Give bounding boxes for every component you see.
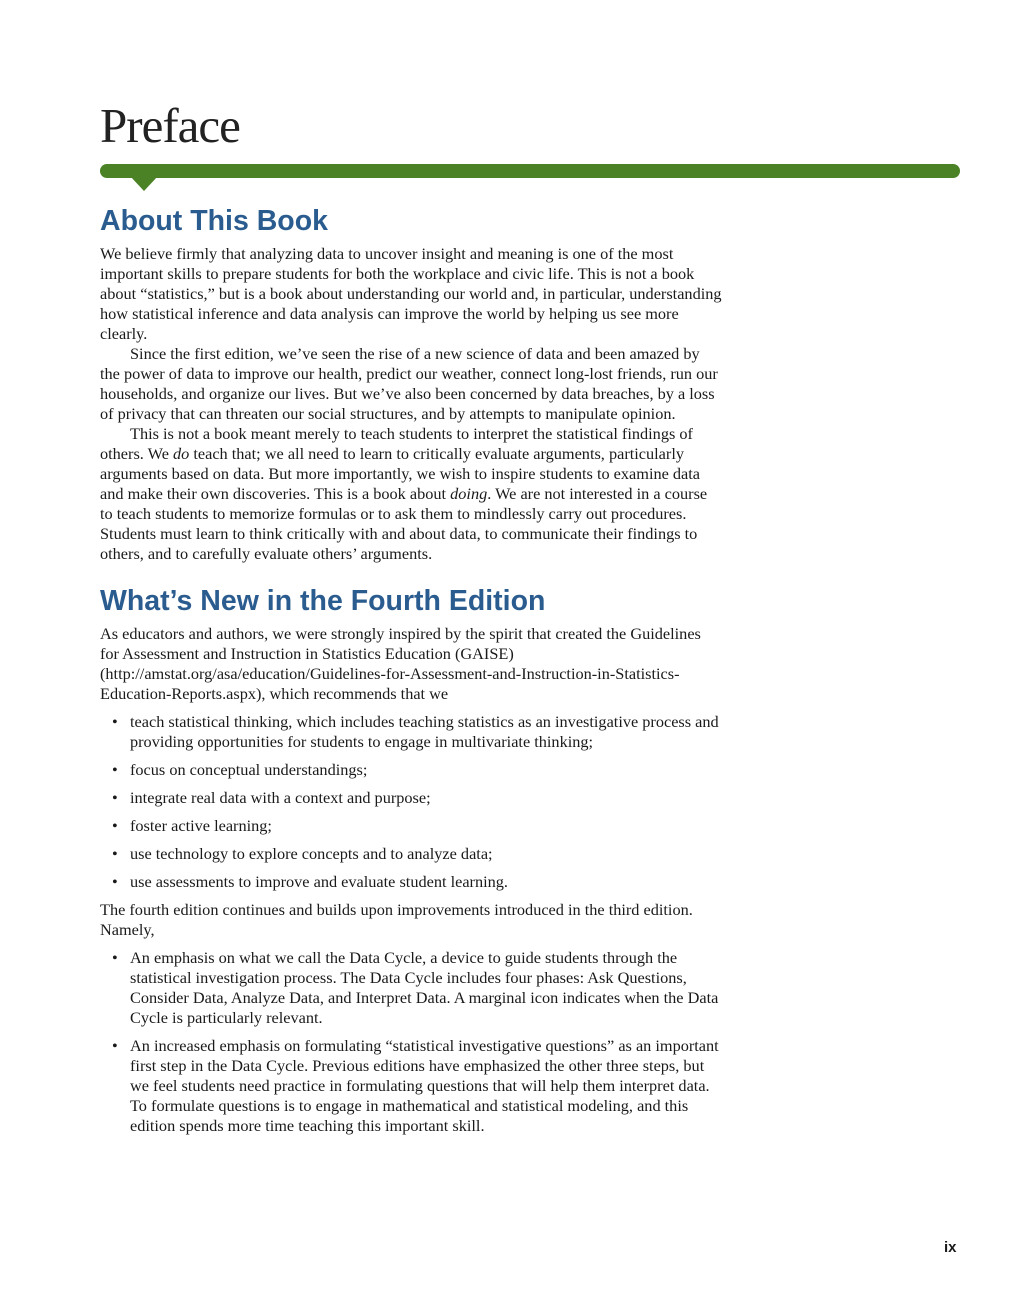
list-item (100, 816, 722, 836)
list-item-text: use technology to explore concepts and to analyze data; (130, 844, 493, 863)
whats-new-heading: What’s New in the Fourth Edition (100, 585, 546, 617)
list-item-text: foster active learning; (130, 816, 272, 835)
page-content (100, 202, 722, 1144)
page-number: ix (944, 1239, 957, 1256)
bullet-icon: • (112, 948, 118, 967)
about-heading: About This Book (100, 205, 328, 237)
bullet-icon: • (112, 816, 118, 835)
title-rule (100, 164, 960, 178)
title-rule-pointer (130, 176, 158, 191)
list-item (100, 872, 722, 892)
whats-new-intro: As educators and authors, we were strongly inspired by the spirit that created the Guidelines for Assessment and Instruction in Statistics Education (GAISE) (http://amstat.org/asa/education/Guidelines-for-Assessment-and-Instruction-in-Statistics-Education-Reports.aspx), which recommends that we (100, 624, 701, 703)
list-item-text: focus on conceptual understandings; (130, 760, 368, 779)
list-item (100, 712, 722, 752)
list-item-text: integrate real data with a context and purpose; (130, 788, 431, 807)
fourth-edition-paragraph: The fourth edition continues and builds upon improvements introduced in the third edition. Namely, (100, 900, 693, 939)
bullet-icon: • (112, 712, 118, 731)
list-item-text: use assessments to improve and evaluate student learning. (130, 872, 508, 891)
about-paragraph-3-part-1: This is not a book meant merely to teach students to interpret the statistical findings of others. We (100, 424, 693, 463)
about-paragraph-2: Since the first edition, we’ve seen the rise of a new science of data and been amazed by the power of data to improve our health, predict our weather, connect long-lost friends, run our households, and organize our lives. But we’ve also been concerned by data breaches, by a loss of privacy that can threaten our social structures, and by attempts to manipulate opinion. (100, 344, 718, 423)
about-paragraph-3-part-3: . We are not interested in a course to teach students to memorize formulas or to ask them to mindlessly carry out procedures. Students must learn to think critically with and about data, to communicate their findings to others, and to carefully evaluate others’ arguments. (100, 484, 708, 563)
emphasis-doing: doing (450, 484, 488, 503)
bullet-icon: • (112, 760, 118, 779)
bullet-icon: • (112, 872, 118, 891)
about-paragraph-1: We believe firmly that analyzing data to uncover insight and meaning is one of the most important skills to prepare students for both the workplace and civic life. This is not a book about “statistics,” but is a book about understanding our world and, in particular, understanding how statistical inference and data analysis can improve the world by helping us see more clearly. (100, 244, 722, 343)
list-item-text: An emphasis on what we call the Data Cycle, a device to guide students through the statistical investigation process. The Data Cycle includes four phases: Ask Questions, Consider Data, Analyze Data, and Interpret Data. A marginal icon indicates when the Data Cycle is particularly relevant. (130, 948, 719, 1027)
about-paragraph-3-part-2: teach that; we all need to learn to critically evaluate arguments, particularly arguments based on data. But more importantly, we wish to inspire students to examine data and make their own discoveries. This is a book about (100, 444, 701, 503)
improvements-list (100, 948, 722, 1136)
list-item (100, 844, 722, 864)
about-paragraph-3 (100, 424, 722, 564)
list-item (100, 760, 722, 780)
bullet-icon: • (112, 844, 118, 863)
gaise-recommendations-list (100, 712, 722, 892)
list-item-text: An increased emphasis on formulating “statistical investigative questions” as an important first step in the Data Cycle. Previous editions have emphasized the other three steps, but we feel students need practice in formulating questions that will help them interpret data. To formulate questions is to engage in mathematical and statistical modeling, and this edition spends more time teaching this important skill. (130, 1036, 719, 1135)
bullet-icon: • (112, 1036, 118, 1055)
bullet-icon: • (112, 788, 118, 807)
list-item-text: teach statistical thinking, which includes teaching statistics as an investigative process and providing opportunities for students to engage in multivariate thinking; (130, 712, 719, 751)
list-item (100, 948, 722, 1028)
list-item (100, 1036, 722, 1136)
list-item (100, 788, 722, 808)
emphasis-do: do (173, 444, 190, 463)
page-title: Preface (100, 98, 240, 153)
